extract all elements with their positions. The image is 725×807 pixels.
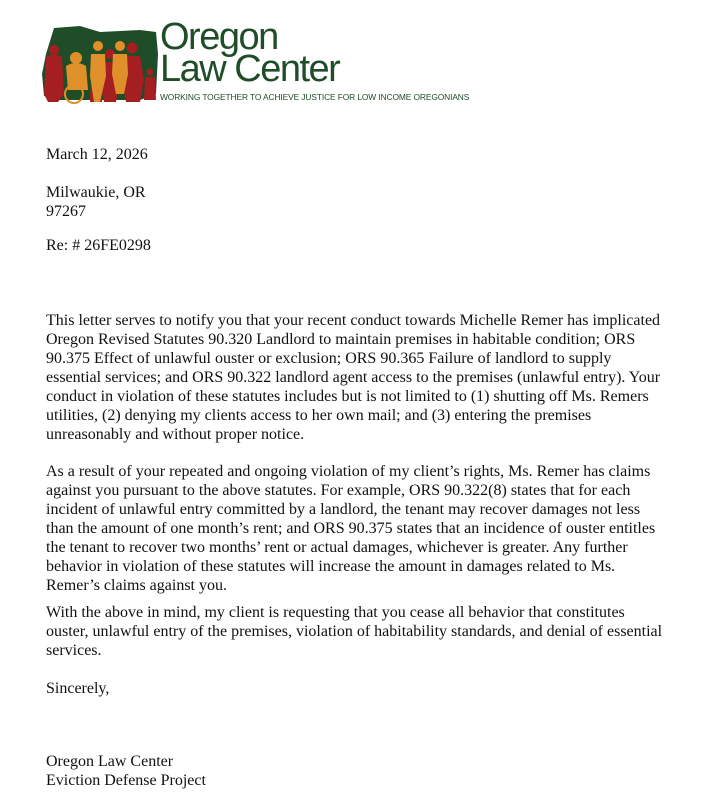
organization-name (160, 16, 340, 90)
paragraph-request (46, 603, 676, 660)
organization-tagline: WORKING TOGETHER TO ACHIEVE JUSTICE FOR LOW INCOME OREGONIANS (160, 92, 470, 102)
paragraph-line: unreasonably and without proper notice. (46, 426, 305, 443)
address-city-state: Milwaukie, OR (46, 184, 146, 201)
organization-name-line1: Oregon (160, 16, 278, 58)
paragraph-line: utilities, (2) denying my clients access to her own mail; and (3) entering the premises (46, 407, 592, 424)
organization-name-line2: Law Center (160, 48, 340, 90)
paragraph-line: incident of unlawful entry committed by a landlord, the tenant may recover damages not less (46, 501, 641, 518)
paragraph-line: than the amount of one month’s rent; and ORS 90.375 states that an incidence of ouster entitles (46, 520, 656, 537)
paragraph-line: against you pursuant to the above statutes. For example, ORS 90.322(8) states that for each (46, 482, 631, 499)
paragraph-line: Oregon Revised Statutes 90.320 Landlord to maintain premises in habitable condition; ORS (46, 331, 636, 348)
signature-organization: Oregon Law Center (46, 753, 174, 770)
closing-salutation: Sincerely, (46, 680, 110, 697)
paragraph-line: ouster, unlawful entry of the premises, violation of habitability standards, and denial of essential (46, 623, 663, 640)
signature-project: Eviction Defense Project (46, 772, 206, 789)
letter-date: March 12, 2026 (46, 146, 148, 163)
oregon-map-people-icon (40, 24, 160, 106)
paragraph-line: behavior in violation of these statutes will increase the amount in damages related to Ms. (46, 558, 616, 575)
reference-line: Re: # 26FE0298 (46, 237, 151, 254)
paragraph-line: conduct in violation of these statutes includes but is not limited to (1) shutting off Ms. Remers (46, 388, 649, 405)
paragraph-line: essential services; and ORS 90.322 landlord agent access to the premises (unlawful entry). Your (46, 369, 661, 386)
paragraph-line: the tenant to recover two months’ rent or actual damages, whichever is greater. Any further (46, 539, 628, 556)
paragraph-line: As a result of your repeated and ongoing violation of my client’s rights, Ms. Remer has claims (46, 463, 651, 480)
paragraph-line: 90.375 Effect of unlawful ouster or exclusion; ORS 90.365 Failure of landlord to supply (46, 350, 612, 367)
paragraph-line: Remer’s claims against you. (46, 577, 227, 594)
paragraph-claims (46, 462, 676, 595)
paragraph-notice (46, 311, 676, 444)
paragraph-line: This letter serves to notify you that your recent conduct towards Michelle Remer has implicated (46, 312, 661, 329)
letterhead-logo (40, 16, 490, 106)
address-zip: 97267 (46, 203, 86, 220)
paragraph-line: services. (46, 642, 102, 659)
paragraph-line: With the above in mind, my client is requesting that you cease all behavior that constitutes (46, 604, 625, 621)
